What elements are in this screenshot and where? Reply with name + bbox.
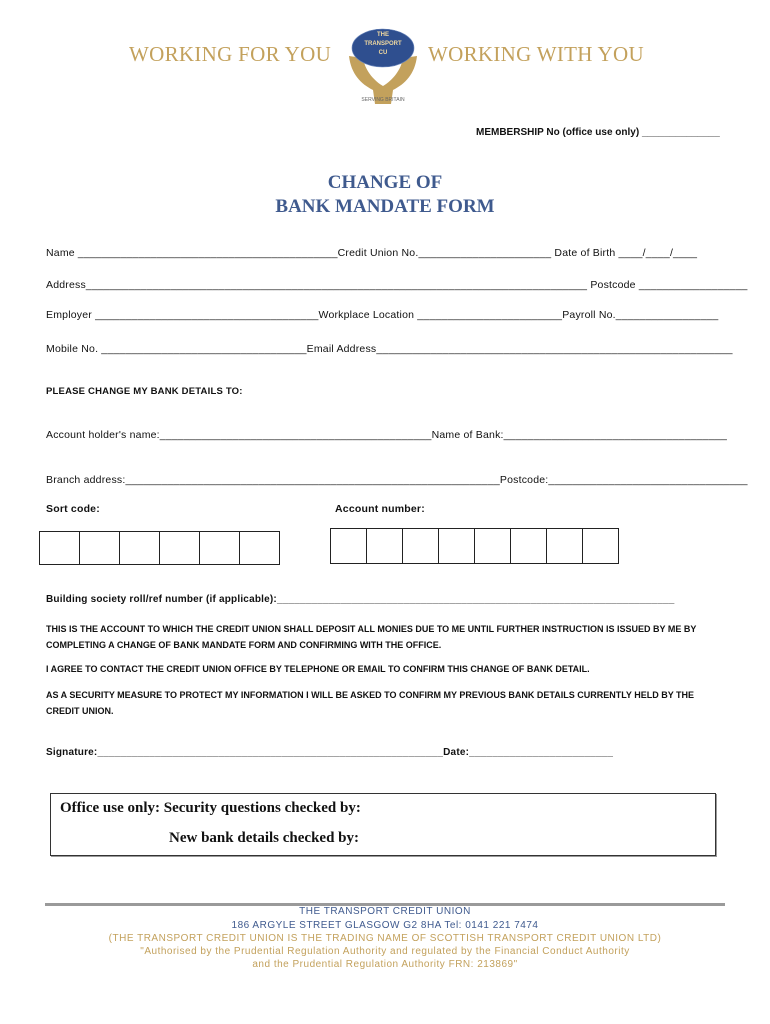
- tagline-left: WORKING FOR YOU: [129, 42, 332, 66]
- footer-org-name: THE TRANSPORT CREDIT UNION: [299, 906, 471, 917]
- deposit-statement: THIS IS THE ACCOUNT TO WHICH THE CREDIT UNION SHALL DEPOSIT ALL MONIES DUE TO ME UNTIL FURTHER INSTRUCTION IS ISSUED BY ME BY COMPLETING A CHANGE OF BANK MANDATE FORM AND CONFIRMING WITH THE OFFICE.: [46, 624, 697, 650]
- logo-text-top: THE: [377, 32, 389, 38]
- account-number-digit-box[interactable]: [439, 529, 475, 563]
- sort-code-digit-box[interactable]: [160, 532, 200, 564]
- logo-text-mid: TRANSPORT: [364, 41, 402, 47]
- account-number-boxes: [330, 528, 619, 564]
- account-number-digit-box[interactable]: [511, 529, 547, 563]
- office-security-line: Office use only: Security questions checked by:: [60, 800, 361, 816]
- account-number-digit-box[interactable]: [403, 529, 439, 563]
- employer-row[interactable]: Employer _____________________________________Workplace Location ________________________Payroll No._________________: [46, 309, 719, 321]
- sort-code-boxes: [39, 531, 280, 565]
- footer-address: 186 ARGYLE STREET GLASGOW G2 8HA Tel: 0141 221 7474: [231, 920, 539, 931]
- security-statement: AS A SECURITY MEASURE TO PROTECT MY INFORMATION I WILL BE ASKED TO CONFIRM MY PREVIOUS BANK DETAILS CURRENTLY HELD BY THE CREDIT UNION.: [46, 690, 695, 716]
- sort-code-digit-box[interactable]: [80, 532, 120, 564]
- footer-trading-name: (THE TRANSPORT CREDIT UNION IS THE TRADING NAME OF SCOTTISH TRANSPORT CREDIT UNION LTD): [108, 933, 662, 944]
- section-heading: PLEASE CHANGE MY BANK DETAILS TO:: [46, 386, 243, 397]
- account-number-label: Account number:: [335, 503, 425, 515]
- name-row[interactable]: Name ___________________________________________Credit Union No.______________________ Date of Birth ____/____/____: [46, 247, 698, 259]
- office-bank-details-line: New bank details checked by:: [169, 830, 360, 846]
- logo-text-bottom: CU: [378, 50, 388, 56]
- sort-code-digit-box[interactable]: [40, 532, 80, 564]
- membership-number: MEMBERSHIP No (office use only) ______________: [476, 127, 720, 138]
- building-society-row[interactable]: Building society roll/ref number (if applicable):_____________________________________________________________________: [46, 594, 675, 605]
- sort-code-digit-box[interactable]: [120, 532, 160, 564]
- account-number-digit-box[interactable]: [583, 529, 618, 563]
- contact-statement: I AGREE TO CONTACT THE CREDIT UNION OFFICE BY TELEPHONE OR EMAIL TO CONFIRM THIS CHANGE OF BANK DETAIL.: [46, 664, 590, 674]
- logo: [343, 26, 423, 108]
- account-number-digit-box[interactable]: [475, 529, 511, 563]
- account-number-digit-box[interactable]: [367, 529, 403, 563]
- address-row[interactable]: Address___________________________________________________________________________________ Postcode __________________: [46, 279, 748, 291]
- office-use-box: [50, 793, 716, 856]
- account-holder-row[interactable]: Account holder's name:_____________________________________________Name of Bank:_____________________________________: [46, 429, 728, 441]
- footer-authorisation-2: and the Prudential Regulation Authority FRN: 213869": [252, 959, 518, 970]
- signature-row[interactable]: Signature:____________________________________________________________Date:_________________________: [46, 747, 614, 758]
- logo-caption: SERVING BRITAIN: [361, 97, 405, 103]
- mobile-row[interactable]: Mobile No. __________________________________Email Address___________________________________________________________: [46, 343, 733, 355]
- branch-address-row[interactable]: Branch address:______________________________________________________________Postcode:_________________________________: [46, 474, 748, 486]
- logo-emblem-icon: [343, 26, 423, 108]
- account-number-digit-box[interactable]: [547, 529, 583, 563]
- footer-authorisation-1: "Authorised by the Prudential Regulation Authority and regulated by the Financial Conduct Authority: [140, 946, 630, 957]
- tagline-right: WORKING WITH YOU: [428, 42, 644, 66]
- sort-code-label: Sort code:: [46, 503, 100, 515]
- account-number-digit-box[interactable]: [331, 529, 367, 563]
- form-title-line1: CHANGE OF: [327, 172, 443, 193]
- sort-code-digit-box[interactable]: [240, 532, 279, 564]
- form-title-line2: BANK MANDATE FORM: [275, 196, 495, 217]
- sort-code-digit-box[interactable]: [200, 532, 240, 564]
